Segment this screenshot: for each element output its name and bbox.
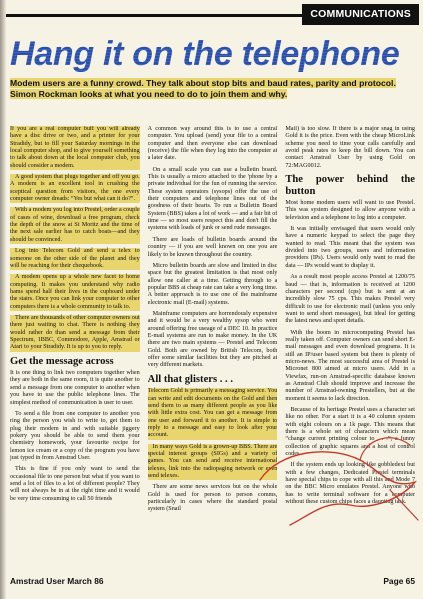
article-column-3 [285,126,415,566]
footer-page-number: Page 65 [383,576,415,586]
body-paragraph: With the boom in microcomputing Prestel has really taken off. Computer owners can send short E-mail messages and even download programs. It is still an IP/user based system but there is plenty of micro-news. The most successful area of Prestel is Micronet 800 aimed at micro users. Add in a Viewfax, run-on Amstrad-specific database known as Amstrad Club should improve and increase the number of Amstrad-owning Prestellers, but at the moment it seems to lack direction. [285,329,416,402]
body-paragraph: It was initially envisaged that users would only have a numeric keypad to select the page they wanted to read. This meant that the system was divided into two groups, users and information providers (IPs). Users would only want to read the data — IPs would want to display it. [285,226,416,269]
standfirst [10,78,408,99]
body-paragraph: It is one thing to link two computers together when they are both in the same room, it is quite another to send a message from one computer to another when you have to use the public telephone lines. The simplest method of communication is user to user. [10,370,140,406]
section-rule [6,14,327,17]
body-paragraph: Most home modem users will want to use Prestel. This was system designed to allow anyone with a television and a telephone to log into a computer. [285,200,416,221]
body-paragraph: If the system ends up looking like gobbledext but with a few changes, Dedicated Prestel terminals have special chips to cope with all this and Mode 7 on the BBC Micro emulates Prestel. Anyone who has to write terminal software for a computer without these custom chips faces a daunting task. [285,462,416,506]
body-paragraph: Telecom Gold is primarily a messaging service. You can write and edit documents on the Gold and then send them to as many different people as you like with little extra cost. You can get a message from one user and forward it to another. It is simple to reply to a message and easy to look after your account. [147,388,278,439]
article-column-2 [148,126,278,566]
body-paragraph: This is fine if you only want to send the occasional file to one person but what if you want to send a lot of files to a lot of different people? They will not always be in at the right time and it would be very time consuming to call 50 friends [10,466,140,502]
article-columns [10,126,415,566]
section-header [0,4,423,26]
body-paragraph: On a small scale you can use a bulletin board. This is usually a micro attached to the 'phone by a private individual for the fun of running the service. These system operators (sysops) offer the use of their computers and telephone lines out of the goodness of their hearts. To run a Bulletin Board System (BBS) takes a lot of work — and a fair bit of time — so most users respect this and don't fill the systems with loads of junk or send rude messages. [147,166,278,232]
section-label: COMMUNICATIONS [302,4,419,25]
body-paragraph: Because of its heritage Prestel uses a character set like no other. For a start it is a 40 column system with eight colours on a 1k page. This means that there is a whole set of characters which mean “change current printing colour to . . .”, a funny collection of graphic squares and a host of control codes. [285,407,416,458]
subheading: The power behind the button [285,174,416,197]
body-paragraph: A good system that plugs together and off you go. A modem is an excellent tool in crushing the sceptical question from visitors, the one every computer owner dreads: “Yes but what can it do?”. [10,174,140,203]
body-paragraph: There are some news services but on the whole Gold is used for person to person comms, particularly in cases where the standard postal system (Snail [147,484,278,513]
body-paragraph: Micro bulletin boards are slow and limited in disc space but the greatest limitation is that most only allow one caller at a time. Getting through to a popular BBS at cheap rate can take a very long time. A better approach is to use one of the mainframe electronic mail (E-mail) systems. [147,262,278,306]
article-column-1 [10,126,140,566]
body-paragraph: Mainframe computers are horrendously expensive and it would be a very wealthy sysop who went around offering free useage of a DEC 10. In practice E-mail systems are run to make money. In the UK there are two main systems — Prestel and Telecom Gold. Both are owned by British Telecom, both offer some similar facilities but they are pitched at very different markets. [147,310,278,369]
body-paragraph: To send a file from one computer to another you ring the person you wish to write to, get them to plug their modem in and with suitable jiggery pokery you should be able to send them your chemistry homework, your favourite recipe for lemon ice cream or a copy of the program you have just typed in from Amstrad User. [10,410,140,461]
body-paragraph: If you are a real computer buff you will already have a disc drive or two, and a printer for your Stradidy, but to fill your Saturday mornings in the local computer shop, and to give yourself something to talk about down at the local computer club, you should consider a modem. [10,126,140,169]
page-footer [10,574,415,588]
headline-text: Hang it on the telephone [10,35,400,73]
body-paragraph: There are loads of bulletin boards around the country — if you are well known on one you are likely to be known throughout the country. [147,236,278,258]
standfirst-text: Modem users are a funny crowd. They talk about stop bits and baud rates, parity and protocol. Simon Rockman looks at what you need to do to join them and why. [10,78,396,99]
body-paragraph: A common way around this is to use a central computer. You upload (send) your file to a central computer and then everyone else can download (receive) the file when they log into the computer at a later date. [147,126,278,162]
headline [10,34,420,74]
subheading: Get the message across [10,355,114,367]
subheading: All that glisters . . . [147,373,234,385]
body-paragraph: As a result most people access Prestel at 1200/75 baud — that is, information is received at 1200 characters per second (cps) but is sent at an incredibly slow 75 cps. This makes Prestel very difficult to use for electronic mail (unless you only want to send short messages), but ideal for getting the latest news and sport details. [285,274,416,325]
page-edge-shadow [0,0,6,599]
body-paragraph: There are thousands of other computer owners out there just waiting to chat. There is nothing they would rather do than send a message from their Spectrum, 1BBC, Commodore, Apple, Amstrad or Atari to your Stradidy. It is up to you to reply. [10,314,140,351]
body-paragraph: A modem opens up a whole new facet to home computing. It makes you understand why radio hams spend half their lives in the cupboard under the stairs. Once you can link your computer to other computers there is a whole community to talk to. [10,274,140,310]
body-paragraph: Mail) is too slow. If there is a major snag in using Gold it is the price. Even with the cheap MicroLink scheme you need to time your calls carefully and avoid peak rates to keep the bill down. You can contact Amstrad User by using Gold on 72:MAG0012. [285,126,416,169]
body-paragraph: With a modem you log into Prestel, order a couple of cases of wine, download a free program, check the depth of the snow at St Moritz and the time of the next sale earlier has to catch boats—and they should be convinced. [10,207,140,243]
body-paragraph: Log into Telecom Gold and send a telex to someone on the other side of the planet and they will be reaching for their chequebook. [10,248,140,269]
footer-issue: Amstrad User March 86 [10,576,104,586]
body-paragraph: In many ways Gold is a grown-up BBS. There are special interest groups (SIGs) and a variety of games. You can send and receive international telexes, link into the radiopaging network or even send telexes. [147,443,278,479]
